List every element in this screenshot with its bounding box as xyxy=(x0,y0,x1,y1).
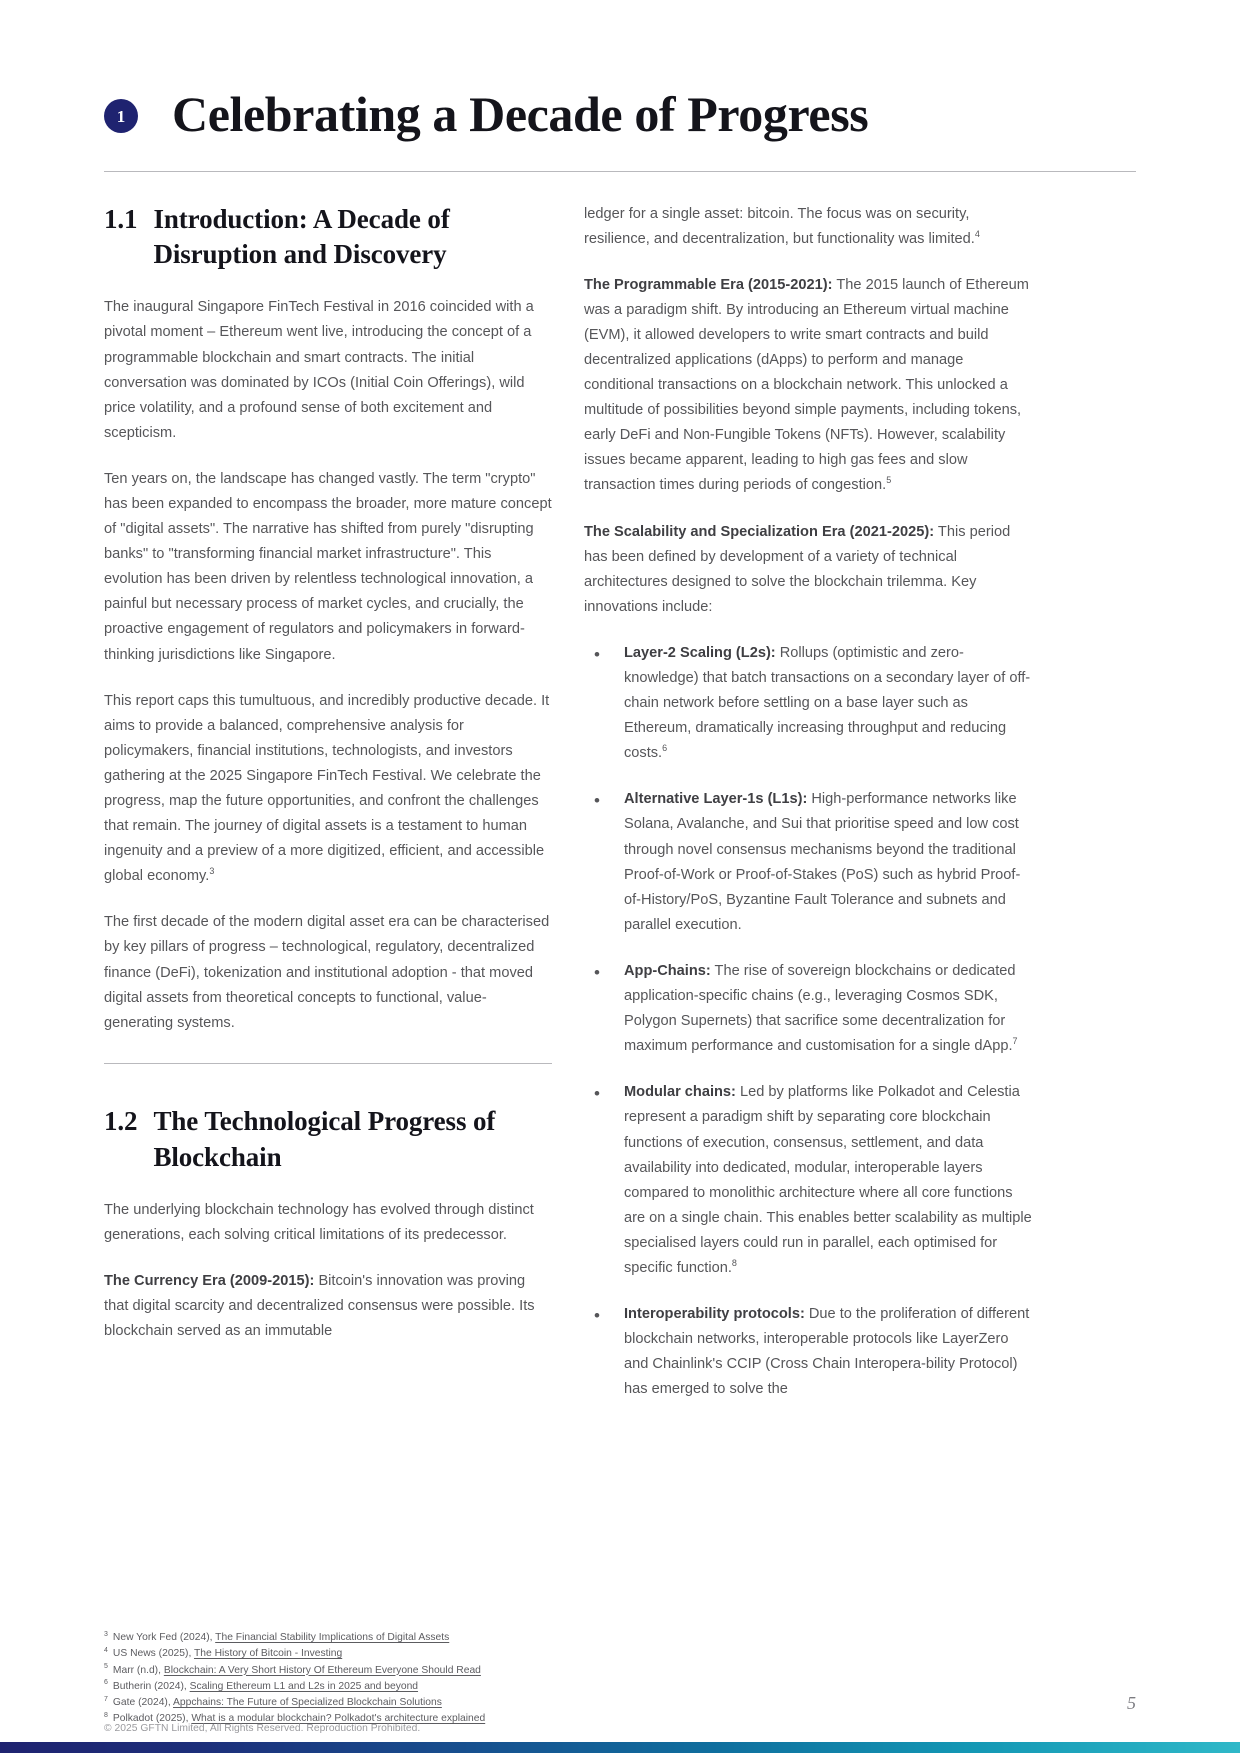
footnote-link[interactable]: Appchains: The Future of Specialized Blockchain Solutions xyxy=(173,1697,442,1709)
section-number: 1.1 xyxy=(104,203,138,234)
footnote-link[interactable]: The Financial Stability Implications of Digital Assets xyxy=(215,1632,450,1643)
list-item xyxy=(584,1080,1032,1281)
paragraph-text: This report caps this tumultuous, and incredibly productive decade. It aims to provide a balanced, comprehensive analysis for policymakers, financial institutions, technologists, and investors gathering at the 2025 Singapore FinTech Festival. We celebrate the progress, map the future opportunities, and confront the challenges that remain. The journey of digital assets is a testament to human ingenuity and a preview of a more digitized, efficient, and accessible global economy. xyxy=(104,692,550,885)
footnote-ref[interactable]: 6 xyxy=(662,743,668,754)
footnote-source: New York Fed (2024), xyxy=(112,1632,216,1643)
section-divider xyxy=(104,1063,552,1064)
footnote-number: 6 xyxy=(104,1679,108,1687)
section-title: The Technological Progress of Blockchain xyxy=(153,1105,496,1172)
list-item-text: Rollups (optimistic and zero-knowledge) that batch transactions on a secondary layer of off-chain network before settling on a base layer such as Ethereum, dramatically increasing throughput and reducing costs. xyxy=(624,644,1031,762)
paragraph: The inaugural Singapore FinTech Festival in 2016 coincided with a pivotal moment – Ethereum went live, introducing the concept of a programmable blockchain and smart contracts. The initial conversation was dominated by ICOs (Initial Coin Offerings), wild price volatility, and a profound sense of both excitement and scepticism. xyxy=(104,299,534,441)
footnote-source: Polkadot (2025), xyxy=(112,1713,192,1725)
footnote-ref[interactable]: 5 xyxy=(886,475,892,486)
footnote-source: US News (2025), xyxy=(112,1648,194,1660)
footnote-source: Butherin (2024), xyxy=(112,1680,190,1692)
section-title: Introduction: A Decade of Disruption and Discovery xyxy=(153,203,450,270)
list-item xyxy=(584,641,1032,766)
section-number: 1.2 xyxy=(104,1105,138,1136)
page-title: Celebrating a Decade of Progress xyxy=(172,86,869,142)
paragraph-text: This period has been defined by development of a variety of technical architectures designed to solve the blockchain trilemma. Key innovations include: xyxy=(584,523,1011,615)
footnote-ref[interactable]: 3 xyxy=(209,866,215,877)
footnote-ref[interactable]: 4 xyxy=(974,228,980,239)
chapter-number-badge: 1 xyxy=(104,99,138,133)
left-column xyxy=(104,202,552,1345)
footnote-link[interactable]: Scaling Ethereum L1 and L2s in 2025 and beyond xyxy=(189,1680,419,1692)
chapter-header xyxy=(0,0,1240,141)
footnotes-list xyxy=(104,1630,724,1728)
list-item-lead: Modular chains: xyxy=(624,1084,736,1101)
page-number: 5 xyxy=(1127,1693,1136,1713)
list-item xyxy=(584,959,1032,1059)
paragraph: The first decade of the modern digital asset era can be characterised by key pillars of progress – technological, regulatory, decentralized finance (DeFi), tokenization and institutional adoption - that moved digital assets from theoretical concepts to functional, value-generating systems. xyxy=(104,914,550,1031)
footnote-link[interactable]: Blockchain: A Very Short History Of Ethereum Everyone Should Read xyxy=(163,1664,481,1676)
list-item-lead: Alternative Layer-1s (L1s): xyxy=(624,791,808,808)
footnote-number: 3 xyxy=(104,1630,108,1638)
footnote-link[interactable]: The History of Bitcoin - Investing xyxy=(193,1648,343,1660)
footnote-number: 8 xyxy=(104,1711,108,1719)
paragraph xyxy=(104,1269,552,1344)
list-item xyxy=(584,787,1032,938)
right-column xyxy=(584,202,1032,1403)
footer-gradient-bar xyxy=(0,1742,1240,1753)
copyright-notice: © 2025 GFTN Limited, All Rights Reserved. Reproduction Prohibited. xyxy=(104,1723,421,1734)
paragraph xyxy=(584,273,1032,499)
footnote-source: Marr (n.d), xyxy=(112,1664,164,1676)
list-item-lead: App-Chains: xyxy=(624,962,711,979)
footnote-number: 4 xyxy=(104,1646,108,1654)
list-item-text: The rise of sovereign blockchains or dedicated application-specific chains (e.g., leveraging Cosmos SDK, Polygon Supernets) that sacrifice some decentralization for maximum performance and customisation for a single dApp. xyxy=(624,962,1016,1055)
list-item xyxy=(584,1302,1032,1402)
footnote-number: 5 xyxy=(104,1663,108,1671)
section-heading-1-1 xyxy=(104,202,552,274)
paragraph-lead: The Scalability and Specialization Era (2021-2025): xyxy=(584,523,935,540)
footnote-source: Gate (2024), xyxy=(112,1697,174,1709)
footnote-link[interactable]: What is a modular blockchain? Polkadot's architecture explained xyxy=(191,1713,486,1725)
footnote-ref[interactable]: 8 xyxy=(731,1258,737,1269)
paragraph xyxy=(104,689,552,890)
list-item-text: Led by platforms like Polkadot and Celestia represent a paradigm shift by separating core blockchain functions of execution, consensus, settlement, and data availability into dedicated, modular, interoperable layers compared to monolithic architecture where all core functions are on a single chain. This enables better scalability as multiple specialised layers could run in parallel, each optimised for specific function. xyxy=(624,1084,1032,1276)
innovations-bullet-list xyxy=(584,641,1032,1403)
footnote-ref[interactable]: 7 xyxy=(1012,1036,1018,1047)
paragraph-text: Bitcoin's innovation was proving that digital scarcity and decentralized consensus were possible. Its blockchain served as an immutable xyxy=(104,1272,535,1340)
paragraph-lead: The Programmable Era (2015-2021): xyxy=(584,276,833,293)
footnote xyxy=(104,1695,724,1711)
footnote xyxy=(104,1646,724,1662)
paragraph-text: ledger for a single asset: bitcoin. The focus was on security, resilience, and decentralization, but functionality was limited. xyxy=(584,205,975,247)
list-item-text: Due to the proliferation of different blockchain networks, interoperable protocols like LayerZero and Chainlink's CCIP (Cross Chain Interopera-bility Protocol) has emerged to solve the xyxy=(624,1306,1030,1398)
paragraph xyxy=(584,520,1032,620)
paragraph-text: The 2015 launch of Ethereum was a paradigm shift. By introducing an Ethereum virtual machine (EVM), it allowed developers to write smart contracts and build decentralized applications (dApps) to perform and manage conditional transactions on a blockchain network. This unlocked a multitude of possibilities beyond simple payments, including tokens, early DeFi and Non-Fungible Tokens (NFTs). However, scalability issues became apparent, leading to high gas fees and slow transaction times during periods of congestion. xyxy=(584,276,1029,494)
content-columns xyxy=(0,172,1240,1403)
paragraph: The underlying blockchain technology has evolved through distinct generations, each solving critical limitations of its predecessor. xyxy=(104,1201,534,1243)
list-item-text: High-performance networks like Solana, Avalanche, and Sui that prioritise speed and low cost through novel consensus mechanisms beyond the traditional Proof-of-Work or Proof-of-Stakes (PoS) such as hybrid Proof-of-History/PoS, Byzantine Fault Tolerance and subnets and parallel execution. xyxy=(624,791,1021,933)
footnote xyxy=(104,1679,724,1695)
paragraph xyxy=(584,202,1032,252)
section-heading-1-2 xyxy=(104,1104,552,1176)
footnote xyxy=(104,1630,724,1646)
footnote-number: 7 xyxy=(104,1695,108,1703)
footnote xyxy=(104,1663,724,1679)
paragraph-lead: The Currency Era (2009-2015): xyxy=(104,1272,315,1289)
list-item-lead: Interoperability protocols: xyxy=(624,1306,805,1323)
paragraph: Ten years on, the landscape has changed vastly. The term "crypto" has been expanded to encompass the broader, more mature concept of "digital assets". The narrative has shifted from purely "disrupting banks" to "transforming financial market infrastructure". This evolution has been driven by relentless technological innovation, a painful but necessary process of market cycles, and crucially, the proactive engagement of regulators and policymakers in forward-thinking jurisdictions like Singapore. xyxy=(104,470,552,663)
list-item-lead: Layer-2 Scaling (L2s): xyxy=(624,644,776,661)
